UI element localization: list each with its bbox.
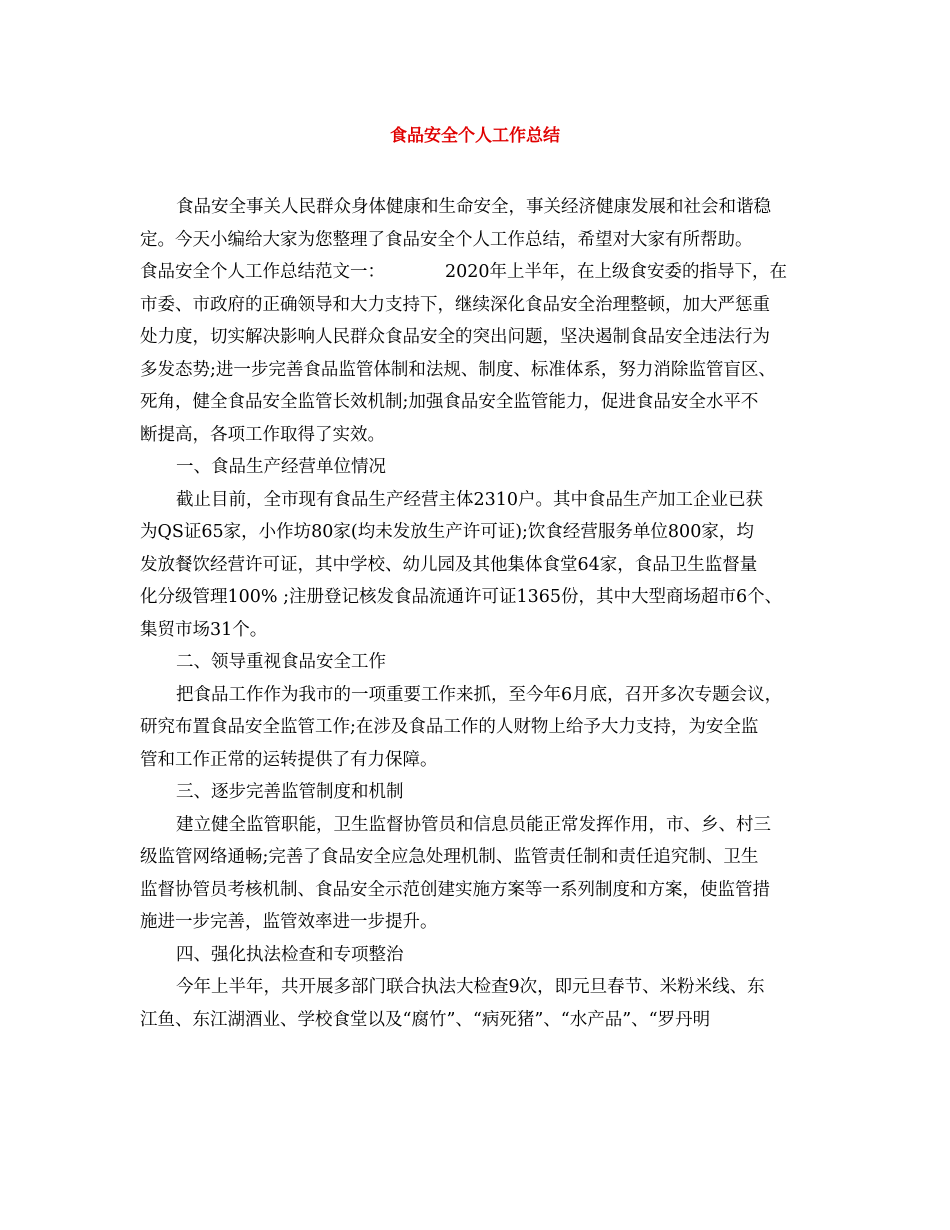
section3-first-line: 建立健全监管职能，卫生监督协管员和信息员能正常发挥作用，市、乡、村三 (176, 814, 771, 835)
section1-line: 为QS证65家，小作坊80家(均未发放生产许可证);饮食经营服务单位800家，均 (140, 522, 754, 542)
section4-first-line: 今年上半年，共开展多部门联合执法大检查9次，即元旦春节、米粉米线、东 (176, 977, 765, 997)
intro-line-1: 食品安全事关人民群众身体健康和生命安全，事关经济健康发展和社会和谐稳 (176, 197, 771, 217)
intro-line-2: 定。今天小编给大家为您整理了食品安全个人工作总结，希望对大家有所帮助。 (140, 229, 753, 250)
document-body (140, 191, 820, 1036)
section1-line: 发放餐饮经营许可证，其中学校、幼儿园及其他集体食堂64家，食品卫生监督量 (140, 554, 758, 575)
section3-line: 级监管网络通畅;完善了食品安全应急处理机制、监管责任制和责任追究制、卫生 (140, 847, 759, 867)
section-heading-1: 一、食品生产经营单位情况 (176, 457, 386, 477)
section1-line: 化分级管理100% ;注册登记核发食品流通许可证1365份，其中大型商场超市6个、 (140, 587, 783, 607)
paragraph-line: 死角，健全食品安全监管长效机制;加强食品安全监管能力，促进食品安全水平不 (140, 392, 759, 412)
paragraph-line: 断提高，各项工作取得了实效。 (140, 424, 385, 445)
paragraph-line: 处力度，切实解决影响人民群众食品安全的突出问题，坚决遏制食品安全违法行为 (140, 327, 770, 347)
paragraph-line: 市委、市政府的正确领导和大力支持下，继续深化食品安全治理整顿，加大严惩重 (140, 294, 770, 315)
section2-line: 管和工作正常的运转提供了有力保障。 (140, 749, 438, 770)
section3-line: 施进一步完善，监管效率进一步提升。 (140, 912, 438, 932)
document-title: 食品安全个人工作总结 (390, 126, 560, 146)
section-heading-2: 二、领导重视食品安全工作 (176, 652, 386, 672)
section1-line: 集贸市场31个。 (140, 619, 268, 640)
section1-first-line: 截止目前，全市现有食品生产经营主体2310户。其中食品生产加工企业已获 (176, 489, 764, 510)
section4-line: 江鱼、东江湖酒业、学校食堂以及“腐竹”、“病死猪”、“水产品”、“罗丹明 (140, 1009, 711, 1030)
section2-first-line: 把食品工作作为我市的一项重要工作来抓，至今年6月底，召开多次专题会议， (176, 684, 783, 705)
section2-line: 研究布置食品安全监管工作;在涉及食品工作的人财物上给予大力支持，为安全监 (140, 717, 759, 737)
sample-label: 食品安全个人工作总结范文一： (140, 262, 385, 282)
sample-start: 2020年上半年，在上级食安委的指导下，在 (445, 262, 788, 282)
section3-line: 监督协管员考核机制、食品安全示范创建实施方案等一系列制度和方案，使监管措 (140, 879, 770, 900)
section-heading-4: 四、强化执法检查和专项整治 (176, 944, 404, 965)
section-heading-3: 三、逐步完善监管制度和机制 (176, 782, 404, 802)
sample-intro-line (140, 256, 820, 289)
paragraph-line: 多发态势;进一步完善食品监管体制和法规、制度、标准体系，努力消除监管盲区、 (140, 359, 776, 380)
